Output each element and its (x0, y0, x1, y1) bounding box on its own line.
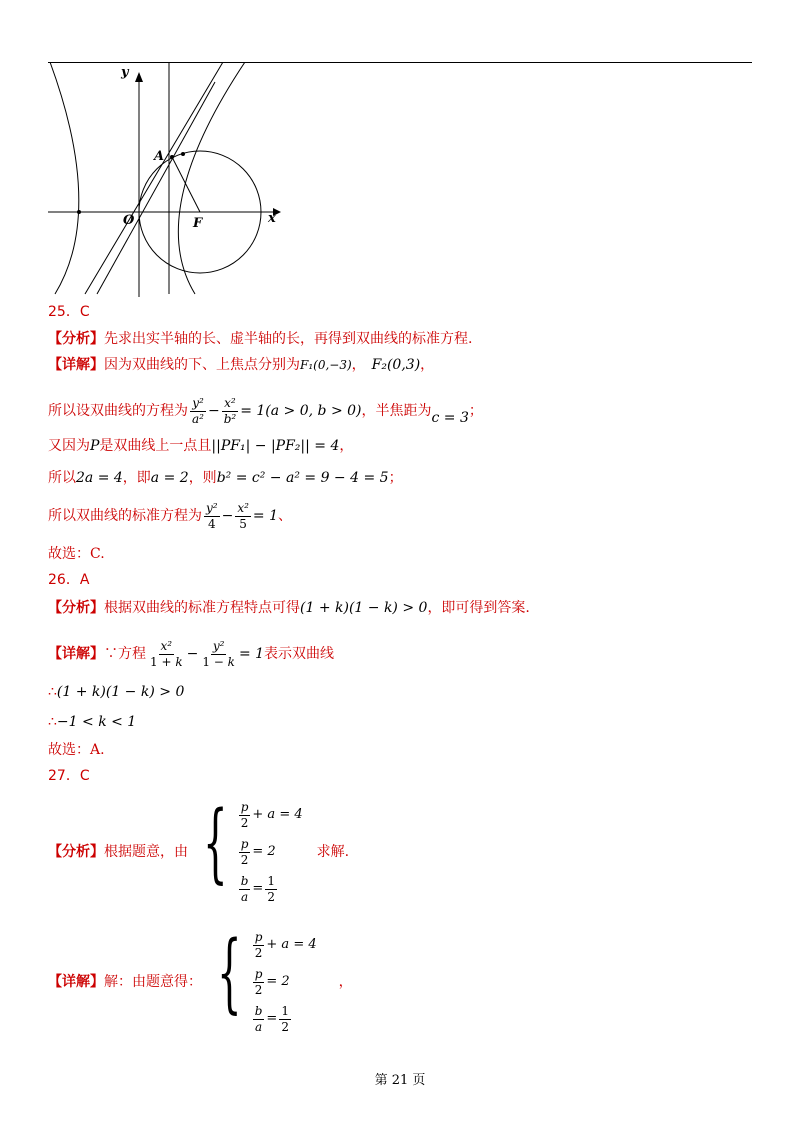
comma: ， (339, 438, 354, 454)
pf-equation: ||PF₁| − |PF₂|| = 4 (211, 438, 340, 454)
q27-analysis (48, 792, 350, 909)
detail-tag: 【详解】 (48, 646, 104, 662)
equation-2a: 2a = 4 (76, 470, 123, 486)
detail-text: 又因为 (48, 438, 90, 454)
p-variable: P (90, 438, 100, 454)
hyperbola-left-branch (50, 62, 79, 294)
fraction-x2-1pk: $\frac{\text{x²}}{1 + k}$ (150, 638, 183, 669)
comma: ， (351, 357, 366, 373)
point-a-label: A (154, 149, 165, 164)
equation-system: { $\frac{p}{2}$ + a = 4 $\frac{p}{2}$ = 2 $\frac{b}{a}$ = $\frac{1}{2}$ (203, 792, 303, 904)
q26-answer: 故选：A. (48, 742, 105, 758)
q25-heading: 25．C (48, 304, 90, 320)
asymptote-line-1 (85, 62, 223, 294)
detail-text: ∵方程 (104, 646, 146, 662)
f2-coord: F₂(0,3) (371, 357, 421, 373)
q26-detail: 【详解】 ∵方程 $\frac{\text{x²}}{1 + k}$ − $\frac{\text{y²}}{1 - k}$ = 1 表示双曲线 (48, 638, 335, 669)
point-dot (181, 152, 185, 156)
detail-tag: 【详解】 (48, 974, 104, 990)
detail-text: 所以设双曲线的方程为 (48, 403, 188, 419)
detail-text: ，即 (122, 470, 151, 486)
equation-system: { $\frac{p}{2}$ + a = 4 $\frac{p}{2}$ = 2 $\frac{b}{a}$ = $\frac{1}{2}$ (217, 922, 317, 1034)
detail-rhs: = 1 (238, 646, 265, 662)
fraction-y2-1mk: $\frac{\text{y²}}{1 - k}$ (202, 638, 235, 669)
q25-answer: 故选：C. (48, 546, 105, 562)
analysis-text: 求解. (316, 844, 350, 860)
equation-condition: = 1(a > 0, b > 0) (240, 403, 362, 419)
inequality-1: (1 + k)(1 − k) > 0 (56, 684, 185, 700)
fraction-x2-5: $\frac{\text{x²}}{5}$ (237, 500, 249, 531)
y-axis-label: y (121, 65, 129, 80)
detail-text: 因为双曲线的下、上焦点分别为 (104, 357, 300, 373)
q25-analysis (48, 330, 472, 348)
f1-coord: F₁(0,−3) (300, 358, 352, 372)
point-left-focus-dot (77, 210, 81, 214)
c-value: c = 3 (431, 410, 469, 426)
q25-detail-line5: 所以双曲线的标准方程为 $\frac{\text{y²}}{4}$ − $\frac{\text{x²}}{5}$ = 1 、 (48, 500, 292, 531)
q25-detail-line3 (48, 437, 353, 455)
q26-analysis (48, 599, 530, 617)
point-a-dot (170, 155, 174, 159)
fraction-x2-b2: $\frac{\text{x²}}{\text{b²}}$ (223, 395, 237, 426)
inequality-2: −1 < k < 1 (56, 714, 137, 730)
therefore-symbol: ∴ (48, 684, 57, 700)
punctuation: 、 (278, 508, 292, 524)
equation-a: a = 2 (150, 470, 189, 486)
detail-text: ，半焦距为 (361, 403, 432, 419)
comma: ， (420, 357, 435, 373)
equation-b2: b² = c² − a² = 9 − 4 = 5 (216, 470, 389, 486)
hyperbola-figure (45, 62, 285, 302)
therefore-symbol: ∴ (48, 714, 57, 730)
point-o-label: O (123, 213, 135, 228)
analysis-tag: 【分析】 (48, 600, 104, 616)
q26-step2 (48, 713, 136, 731)
detail-text: ，则 (188, 470, 217, 486)
detail-tag: 【详解】 (48, 357, 104, 373)
analysis-text: 根据双曲线的标准方程特点可得 (104, 600, 300, 616)
x-axis-label: x (268, 211, 276, 226)
semicolon: ； (388, 470, 403, 486)
detail-text: 是双曲线上一点且 (99, 438, 212, 454)
segment-af (172, 157, 200, 212)
hyperbola-right-branch (178, 62, 245, 294)
q26-heading: 26．A (48, 572, 90, 588)
point-f-label: F (193, 216, 203, 231)
comma: ， (338, 974, 353, 990)
fraction-y2-4: $\frac{\text{y²}}{4}$ (206, 500, 218, 531)
detail-text: 所以双曲线的标准方程为 (48, 508, 202, 524)
analysis-text: 根据题意，由 (104, 844, 188, 860)
analysis-text: 先求出实半轴的长、虚半轴的长，再得到双曲线的标准方程. (104, 331, 473, 347)
q25-detail-line4 (48, 469, 403, 487)
asymptote-line-2 (97, 82, 215, 294)
analysis-tag: 【分析】 (48, 331, 104, 347)
y-axis-arrow (135, 72, 143, 82)
analysis-inequality: (1 + k)(1 − k) > 0 (300, 600, 428, 616)
page-number: 第 21 页 (374, 1073, 426, 1088)
q25-detail-line1 (48, 356, 434, 374)
q27-detail (48, 922, 353, 1039)
q27-heading: 27．C (48, 768, 90, 784)
std-rhs: = 1 (252, 508, 278, 524)
analysis-tag: 【分析】 (48, 844, 104, 860)
detail-text: 所以 (48, 470, 76, 486)
semicolon: ； (468, 403, 483, 419)
detail-text: 解：由题意得： (104, 974, 202, 990)
analysis-text: ，即可得到答案. (427, 600, 530, 616)
q25-detail-line2: 所以设双曲线的方程为 $\frac{\text{y²}}{\text{a²}}$ − $\frac{\text{x²}}{\text{b²}}$ = 1(a > 0, b > 0) ，半焦距为 c = 3 ； (48, 395, 483, 426)
detail-text: 表示双曲线 (264, 646, 335, 662)
fraction-y2-a2: $\frac{\text{y²}}{\text{a²}}$ (192, 395, 204, 426)
q26-step1 (48, 683, 184, 701)
